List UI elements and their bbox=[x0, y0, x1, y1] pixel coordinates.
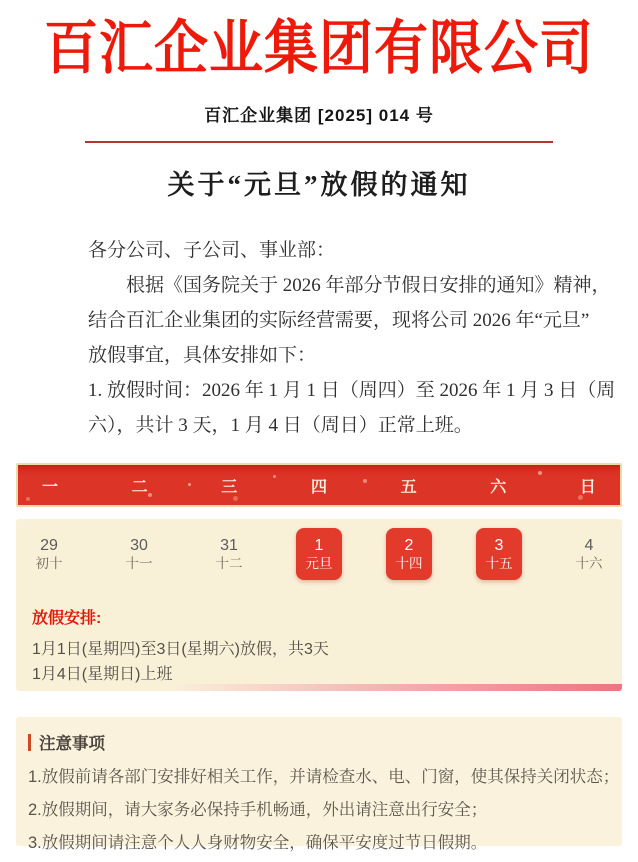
calendar-panel bbox=[16, 519, 622, 691]
day-number: 4 bbox=[584, 536, 594, 554]
calendar-day bbox=[116, 528, 162, 580]
day-number: 2 bbox=[404, 536, 414, 554]
sparkle-dot bbox=[363, 479, 367, 483]
calendar-day-holiday bbox=[476, 528, 522, 580]
calendar-day bbox=[566, 528, 612, 580]
calendar-day bbox=[26, 528, 72, 580]
day-lunar-label: 十四 bbox=[395, 555, 423, 571]
body-line: 结合百汇企业集团的实际经营需要，现将公司 2026 年“元旦” bbox=[88, 310, 590, 331]
panel-bottom-gradient bbox=[16, 684, 622, 691]
arrangement-line: 1月4日(星期日)上班 bbox=[32, 666, 173, 683]
notice-title: 关于“元旦”放假的通知 bbox=[167, 170, 471, 200]
notes-heading bbox=[28, 730, 606, 754]
note-item: 1.放假前请各部门安排好相关工作，并请检查水、电、门窗，使其保持关闭状态； bbox=[28, 768, 620, 786]
salutation-line: 各分公司、子公司、事业部： bbox=[88, 240, 336, 261]
red-divider-line bbox=[85, 141, 553, 143]
day-lunar-label: 初十 bbox=[35, 555, 63, 571]
arrangement-line: 1月1日(星期四)至3日(星期六)放假，共3天 bbox=[32, 641, 329, 658]
notice-body bbox=[88, 233, 616, 443]
body-line: 根据《国务院关于 2026 年部分节假日安排的通知》精神， bbox=[126, 275, 611, 296]
sparkle-dot bbox=[538, 471, 542, 475]
body-line: 放假事宜，具体安排如下： bbox=[88, 345, 317, 366]
weekday-wed: 三 bbox=[221, 478, 238, 496]
weekday-sun: 日 bbox=[579, 478, 596, 496]
note-item: 2.放假期间，请大家务必保持手机畅通，外出请注意出行安全； bbox=[28, 801, 488, 819]
weekday-fri: 五 bbox=[400, 478, 417, 496]
notes-panel bbox=[16, 717, 622, 852]
calendar-days-row bbox=[26, 528, 612, 580]
body-line: 六），共计 3 天，1 月 4 日（周日）正常上班。 bbox=[88, 415, 473, 436]
calendar-day-holiday bbox=[386, 528, 432, 580]
arrangement-heading: 放假安排: bbox=[32, 610, 102, 627]
sparkle-dot bbox=[233, 496, 238, 501]
sparkle-dot bbox=[188, 483, 191, 486]
note-item: 3.放假期间请注意个人人身财物安全，确保平安度过节日假期。 bbox=[28, 834, 488, 852]
document-number: 百汇企业集团 [2025] 014 号 bbox=[204, 106, 434, 125]
day-lunar-label: 十二 bbox=[215, 555, 243, 571]
calendar-day-holiday bbox=[296, 528, 342, 580]
calendar-weekday-header bbox=[16, 463, 622, 507]
day-number: 30 bbox=[130, 536, 148, 554]
weekday-tue: 二 bbox=[131, 478, 148, 496]
body-line: 1. 放假时间：2026 年 1 月 1 日（周四）至 2026 年 1 月 3 日（周 bbox=[88, 380, 616, 401]
heading-accent-bar bbox=[28, 734, 31, 751]
day-number: 3 bbox=[494, 536, 504, 554]
weekday-thu: 四 bbox=[310, 478, 327, 496]
day-number: 31 bbox=[220, 536, 238, 554]
day-number: 1 bbox=[314, 536, 324, 554]
day-lunar-label: 十六 bbox=[575, 555, 603, 571]
day-lunar-label: 十一 bbox=[125, 555, 153, 571]
holiday-arrangement bbox=[32, 605, 606, 687]
weekday-mon: 一 bbox=[41, 478, 58, 496]
sparkle-dot bbox=[26, 497, 30, 501]
notes-heading-label: 注意事项 bbox=[39, 735, 105, 753]
day-lunar-label: 元旦 bbox=[305, 555, 333, 571]
calendar-day bbox=[206, 528, 252, 580]
weekday-sat: 六 bbox=[490, 478, 507, 496]
day-number: 29 bbox=[40, 536, 58, 554]
sparkle-dot bbox=[273, 475, 276, 478]
day-lunar-label: 十五 bbox=[485, 555, 513, 571]
company-title: 百汇企业集团有限公司 bbox=[44, 16, 594, 81]
